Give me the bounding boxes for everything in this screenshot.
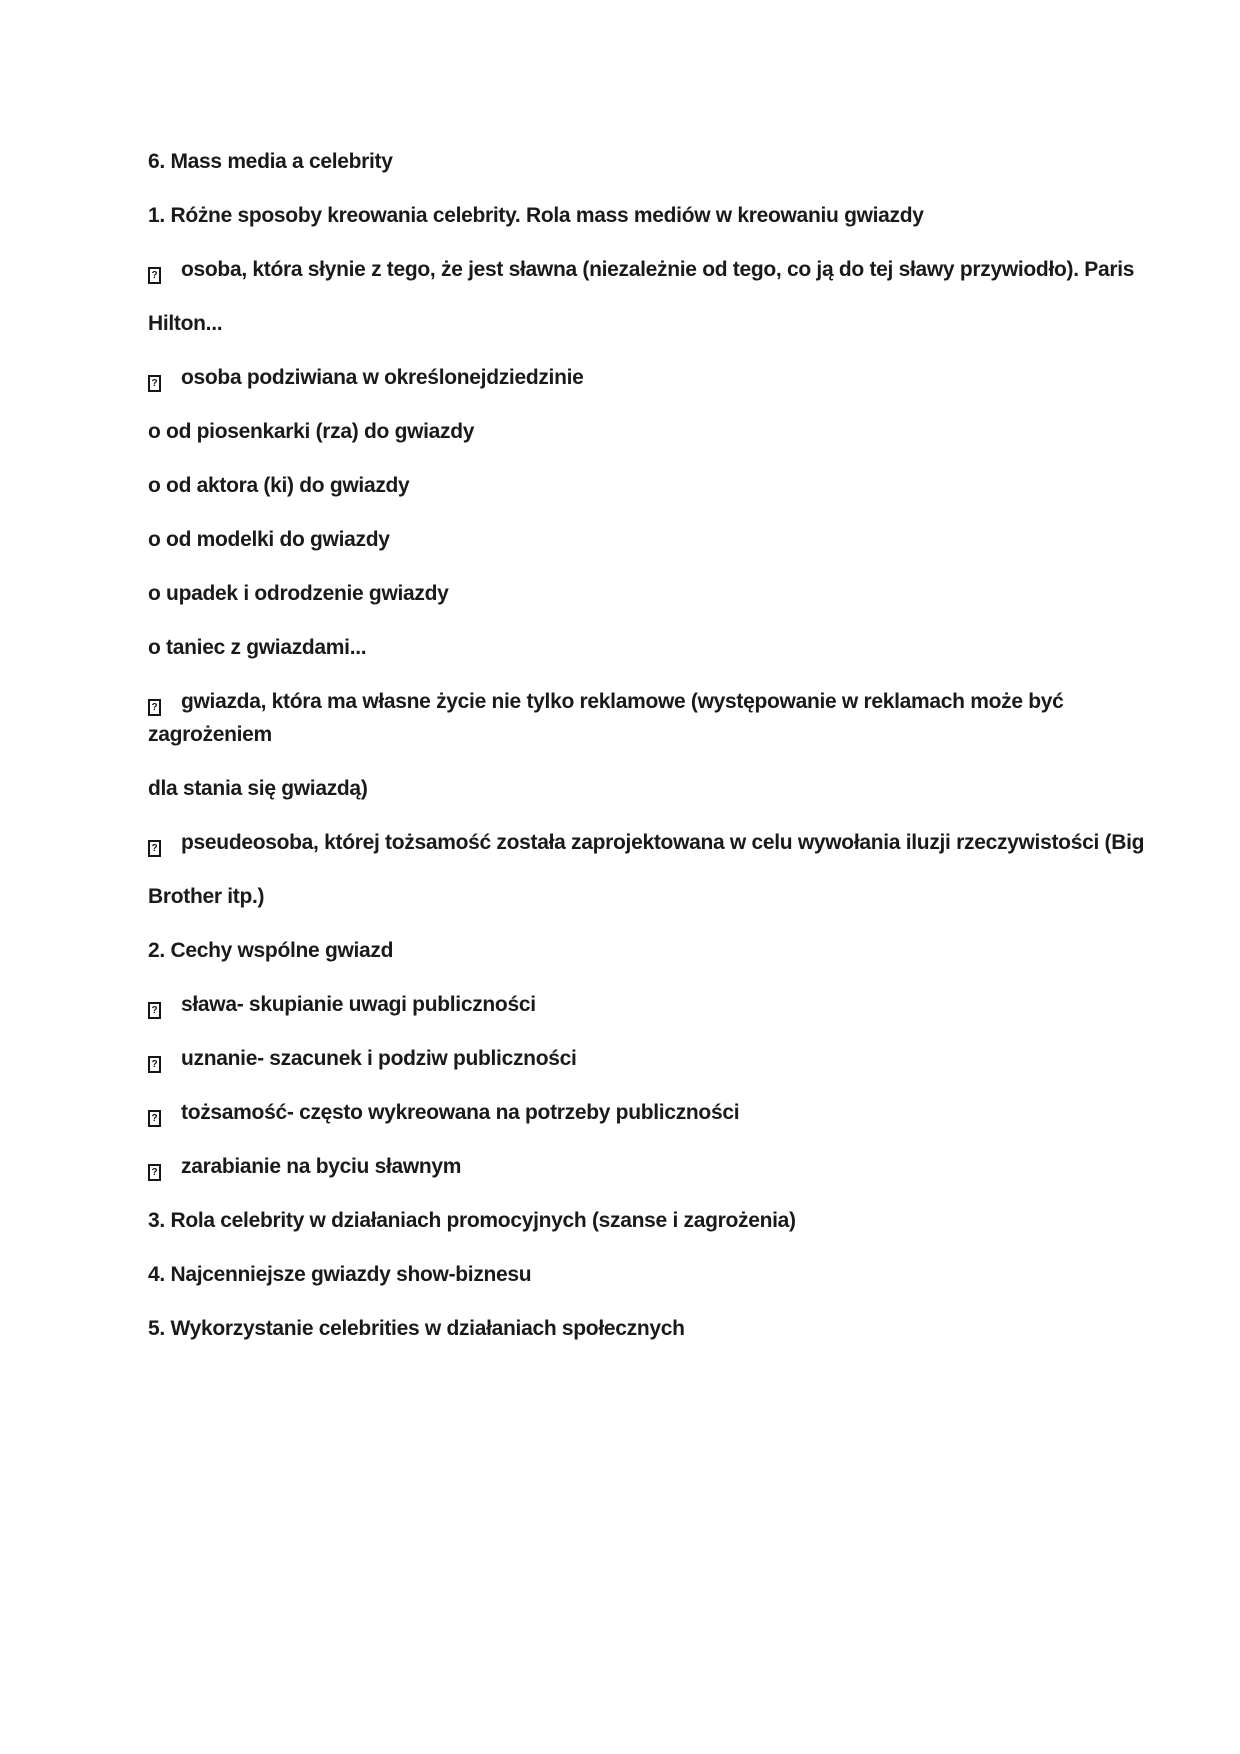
- text-line: [148, 1258, 1200, 1291]
- line-text: gwiazda, która ma własne życie nie tylko reklamowe (występowanie w reklamach może być: [181, 690, 1064, 713]
- line-text: tożsamość- często wykreowana na potrzeby publiczności: [181, 1101, 740, 1124]
- line-text: pseudeosoba, której tożsamość została zaprojektowana w celu wywołania iluzji rzeczywistości (Big: [181, 831, 1145, 854]
- text-line: [148, 145, 1200, 178]
- bullet-line: [148, 685, 1200, 751]
- line-text: Hilton...: [148, 312, 223, 335]
- line-text: Brother itp.): [148, 885, 265, 908]
- text-line: [148, 523, 1200, 556]
- bullet-line: [148, 1042, 1200, 1075]
- document-body: [148, 145, 1200, 1345]
- line-text: o taniec z gwiazdami...: [148, 636, 367, 659]
- bullet-line: [148, 1096, 1200, 1129]
- line-text: o upadek i odrodzenie gwiazdy: [148, 582, 449, 605]
- text-line: [148, 577, 1200, 610]
- missing-glyph-bullet-icon: ?: [148, 1056, 161, 1073]
- bullet-line: [148, 826, 1200, 859]
- bullet-line: [148, 361, 1200, 394]
- line-text: o od aktora (ki) do gwiazdy: [148, 474, 410, 497]
- missing-glyph-bullet-icon: ?: [148, 1002, 161, 1019]
- line-text: o od modelki do gwiazdy: [148, 528, 390, 551]
- text-line: [148, 1312, 1200, 1345]
- line-text: 6. Mass media a celebrity: [148, 150, 393, 173]
- line-text: osoba, która słynie z tego, że jest sławna (niezależnie od tego, co ją do tej sławy przywiodło). Paris: [181, 258, 1135, 281]
- missing-glyph-bullet-icon: ?: [148, 375, 161, 392]
- text-line: [148, 199, 1200, 232]
- line-text: 3. Rola celebrity w działaniach promocyjnych (szanse i zagrożenia): [148, 1209, 796, 1232]
- text-line: [148, 631, 1200, 664]
- bullet-line: [148, 1150, 1200, 1183]
- text-line: [148, 1204, 1200, 1237]
- text-line: [148, 469, 1200, 502]
- text-line: [148, 934, 1200, 967]
- line-text: o od piosenkarki (rza) do gwiazdy: [148, 420, 475, 443]
- line-text: 1. Różne sposoby kreowania celebrity. Rola mass mediów w kreowaniu gwiazdy: [148, 204, 924, 227]
- text-line: [148, 307, 1200, 340]
- line-text: dla stania się gwiazdą): [148, 777, 368, 800]
- missing-glyph-bullet-icon: ?: [148, 1110, 161, 1127]
- text-line: [148, 880, 1200, 913]
- bullet-line: [148, 253, 1200, 286]
- missing-glyph-bullet-icon: ?: [148, 1164, 161, 1181]
- line-text: osoba podziwiana w określonejdziedzinie: [181, 366, 584, 389]
- line-text: sława- skupianie uwagi publiczności: [181, 993, 536, 1016]
- text-line: [148, 772, 1200, 805]
- missing-glyph-bullet-icon: ?: [148, 699, 161, 716]
- bullet-line: [148, 988, 1200, 1021]
- line-text: zarabianie na byciu sławnym: [181, 1155, 462, 1178]
- text-line: [148, 415, 1200, 448]
- line-text: zagrożeniem: [148, 723, 272, 746]
- line-text: uznanie- szacunek i podziw publiczności: [181, 1047, 577, 1070]
- line-text: 5. Wykorzystanie celebrities w działaniach społecznych: [148, 1317, 685, 1340]
- missing-glyph-bullet-icon: ?: [148, 267, 161, 284]
- missing-glyph-bullet-icon: ?: [148, 840, 161, 857]
- line-text: 2. Cechy wspólne gwiazd: [148, 939, 394, 962]
- line-text: 4. Najcenniejsze gwiazdy show-biznesu: [148, 1263, 532, 1286]
